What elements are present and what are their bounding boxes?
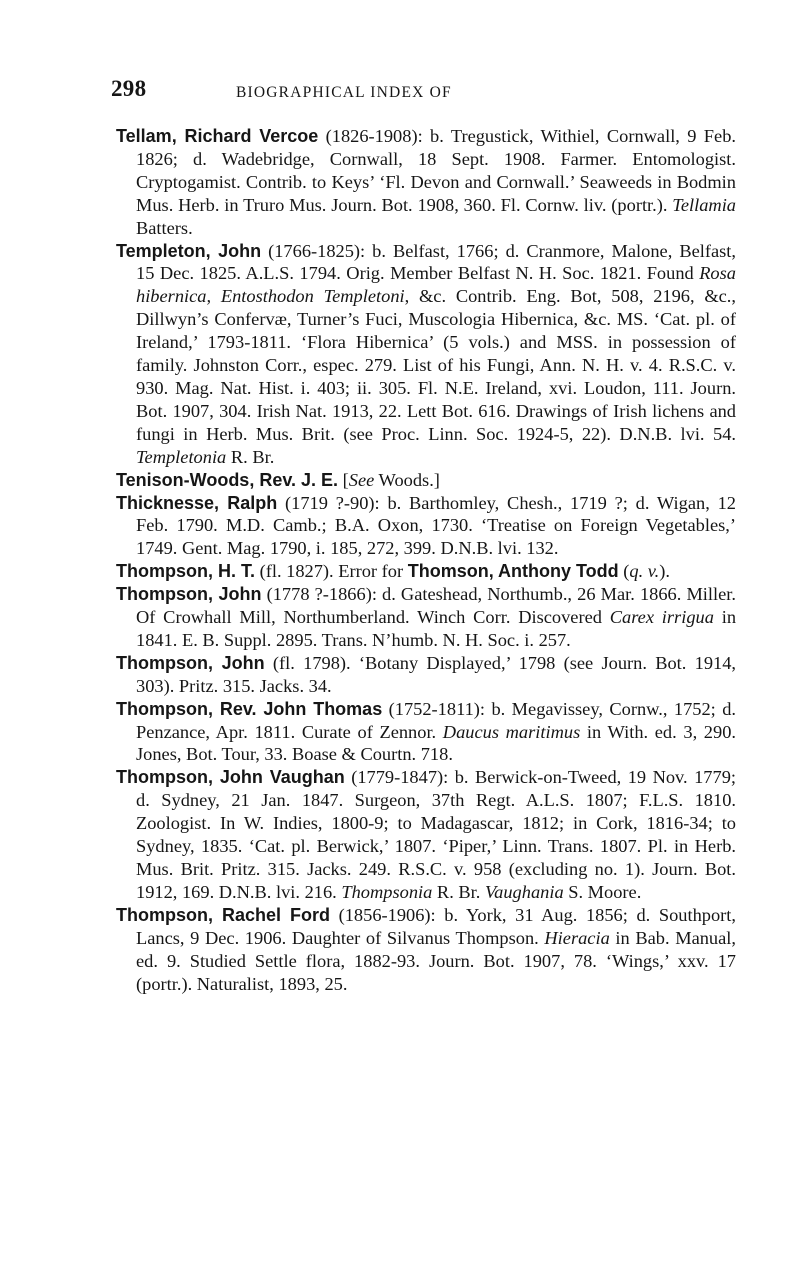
entry-text: , &c. Contrib. Eng. Bot, 508, 2196, &c., Dillwyn’s Confervæ, Turner’s Fuci, Muscologia Hibernica, &c. MS. ‘Cat. pl. of Ireland,’ 1793-1811. ‘Flora Hibernica’ (5 vols.) and MSS. in possession of family. Johnston Corr., espec. 279. List of his Fungi, Ann. N. H. v. 4. R.S.C. v. 930. Mag. Nat. Hist. i. 403; ii. 305. Fl. N.E. Ireland, xvi. Loudon, 111. Journ. Bot. 1907, 304. Irish Nat. 1913, 22. Lett Bot. 616. Drawings of Irish lichens and fungi in Herb. Mus. Brit. (see Proc. Linn. Soc. 1924-5, 22). D.N.B. lvi. 54.: [136, 286, 737, 444]
page-number: 298: [111, 76, 147, 101]
italic-text: Daucus maritimus: [442, 721, 581, 742]
entry-name: Thompson, John Vaughan: [116, 767, 345, 788]
entry-text: ).: [659, 561, 670, 582]
entry-name: Thompson, Rev. John Thomas: [116, 698, 383, 719]
index-entry: [116, 125, 736, 240]
entry-text: (1856-1906): b. York, 31 Aug. 1856; d. Southport, Lancs, 9 Dec. 1906. Daughter of Silvanus Thompson.: [136, 904, 736, 948]
entry-name: Thicknesse, Ralph: [116, 492, 278, 513]
entry-name: Templeton, John: [116, 240, 262, 261]
entry-name: Thompson, H. T.: [116, 561, 255, 582]
italic-text: Templetonia: [136, 446, 227, 467]
index-entry: [116, 904, 736, 996]
italic-text: Hieracia: [544, 927, 610, 948]
index-entry: [116, 492, 736, 561]
entry-text: (fl. 1827). Error for: [255, 561, 408, 582]
index-entry: [116, 652, 736, 698]
entry-text: in 1841. E. B. Suppl. 2895. Trans. N’humb. N. H. Soc. i. 257.: [136, 607, 737, 650]
entry-text: (1779-1847): b. Berwick-on-Tweed, 19 Nov. 1779; d. Sydney, 21 Jan. 1847. Surgeon, 37th Regt. A.L.S. 1807; F.L.S. 1810. Zoologist. In W. Indies, 1800-9; to Madagascar, 1812; in Cork, 1816-34; to Sydney, 1835. ‘Cat. pl. Berwick,’ 1807. ‘Piper,’ Linn. Trans. 1807. Pl. in Herb. Mus. Brit. Pritz. 315. Jacks. 249. R.S.C. v. 958 (excluding no. 1). Journ. Bot. 1912, 169. D.N.B. lvi. 216.: [136, 767, 736, 902]
entry-text: (1778 ?-1866): d. Gateshead, Northumb., 26 Mar. 1866. Miller. Of Crowhall Mill, Northumberland. Winch Corr. Discovered: [136, 584, 737, 628]
entry-text: (1719 ?-90): b. Barthomley, Chesh., 1719 ?; d. Wigan, 12 Feb. 1790. M.D. Camb.; B.A. Oxon, 1730. ‘Treatise on Foreign Vegetables,’ 1749. Gent. Mag. 1790, i. 185, 272, 399. D.N.B. lvi. 132.: [136, 492, 736, 559]
italic-text: Carex irrigua: [609, 607, 714, 628]
index-entry: [116, 583, 736, 652]
italic-text: Vaughania: [484, 881, 564, 902]
index-entry: [116, 560, 736, 583]
entry-text: R. Br.: [226, 446, 275, 467]
entry-text: in Bab. Manual, ed. 9. Studied Settle flora, 1882-93. Journ. Bot. 1907, 78. ‘Wings,’ xxv. 17 (portr.). Naturalist, 1893, 25.: [136, 927, 736, 994]
index-entries: [116, 125, 736, 995]
entry-text: (1766-1825): b. Belfast, 1766; d. Cranmore, Malone, Belfast, 15 Dec. 1825. A.L.S. 1794. Orig. Member Belfast N. H. Soc. 1821. Found: [136, 240, 737, 284]
italic-text: See: [348, 469, 375, 490]
running-head: BIOGRAPHICAL INDEX OF: [236, 84, 452, 101]
cross-reference-name: Thomson, Anthony Todd: [407, 561, 619, 582]
entry-text: Woods.]: [374, 469, 440, 490]
italic-text: Rosa hibernica, Entosthodon Templetoni: [136, 263, 736, 307]
italic-text: Thompsonia: [341, 881, 433, 902]
entry-text: S. Moore.: [563, 881, 642, 902]
entry-text: (1826-1908): b. Tregustick, Withiel, Cornwall, 9 Feb. 1826; d. Wadebridge, Cornwall, 18 Sept. 1908. Farmer. Entomologist. Cryptogamist. Contrib. to Keys’ ‘Fl. Devon and Cornwall.’ Seaweeds in Bodmin Mus. Herb. in Truro Mus. Journ. Bot. 1908, 360. Fl. Cornw. liv. (portr.).: [136, 126, 736, 215]
index-entry: [116, 766, 736, 903]
index-entry: [116, 469, 736, 492]
entry-text: [: [338, 469, 349, 490]
entry-text: (: [618, 561, 630, 582]
entry-name: Thompson, Rachel Ford: [116, 904, 331, 925]
entry-name: Tenison-Woods, Rev. J. E.: [116, 469, 339, 490]
entry-text: Batters.: [136, 217, 193, 238]
index-entry: [116, 698, 736, 767]
entry-text: in With. ed. 3, 290. Jones, Bot. Tour, 33. Boase & Courtn. 718.: [136, 721, 736, 765]
index-entry: [116, 240, 736, 469]
entry-name: Thompson, John: [116, 652, 265, 673]
entry-name: Tellam, Richard Vercoe: [116, 126, 319, 146]
entry-text: (1752-1811): b. Megavissey, Cornw., 1752; d. Penzance, Apr. 1811. Curate of Zennor.: [136, 698, 736, 742]
entry-name: Thompson, John: [116, 584, 262, 605]
italic-text: Tellamia: [672, 194, 736, 215]
entry-text: R. Br.: [432, 881, 485, 902]
entry-text: (fl. 1798). ‘Botany Displayed,’ 1798 (see Journ. Bot. 1914, 303). Pritz. 315. Jacks. 34.: [136, 652, 737, 696]
italic-text: q. v.: [629, 561, 660, 582]
